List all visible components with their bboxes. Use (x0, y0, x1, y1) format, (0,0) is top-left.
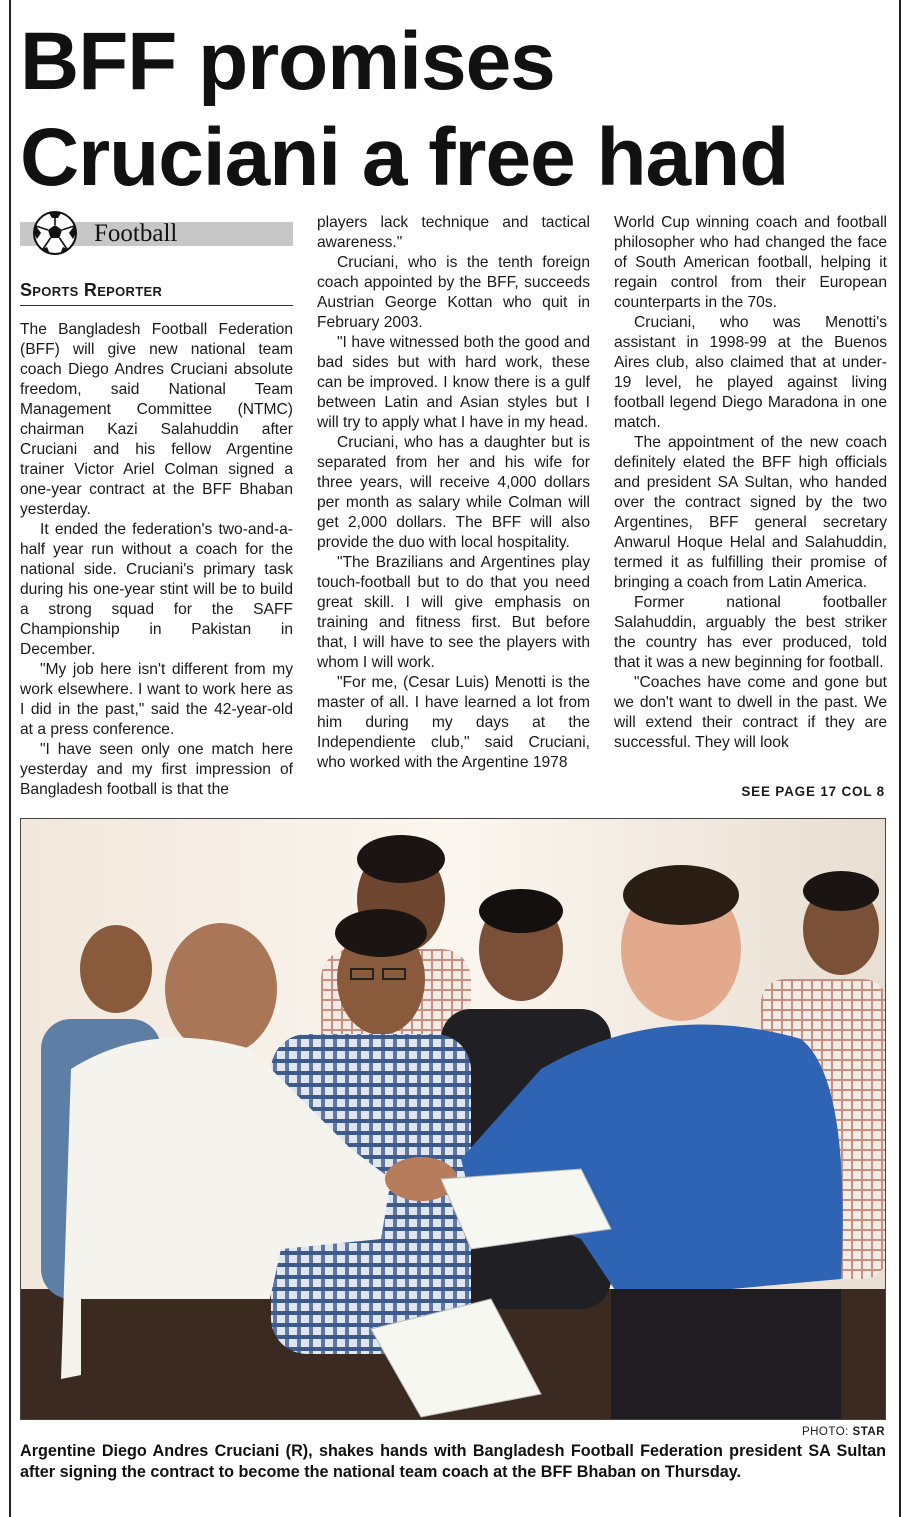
section-kicker (20, 208, 293, 252)
news-photo (20, 818, 886, 1420)
paragraph: Cruciani, who is the tenth foreign coach appointed by the BFF, succeeds Austrian George Kottan who quit in February 2003. (317, 254, 590, 331)
paragraph: Cruciani, who has a daughter but is separated from her and his wife for three years, will receive 4,000 dollars per month as salary while Colman will get 2,000 dollars. The BFF will also provide the duo with local hospitality. (317, 434, 590, 551)
credit-source: STAR (852, 1426, 885, 1438)
football-icon (32, 210, 78, 256)
paragraph: Cruciani, who was Menotti's assistant in 1998-99 at the Buenos Aires club, also claimed that at under-19 level, he played against living football legend Diego Maradona in one match. (614, 314, 887, 431)
photo-credit (802, 1426, 885, 1438)
left-column-rule (9, 0, 11, 1517)
right-column-rule (899, 0, 901, 1517)
paragraph: "My job here isn't different from my work elsewhere. I want to work here as I did in the past," said the 42-year-old at a press conference. (20, 661, 293, 738)
photo-illustration (21, 819, 886, 1420)
paragraph: "For me, (Cesar Luis) Menotti is the master of all. I have learned a lot from him during my days at the Independiente club," said Cruciani, who worked with the Argentine 1978 (317, 674, 590, 771)
paragraph: "I have seen only one match here yesterday and my first impression of Bangladesh football is that the (20, 741, 293, 798)
article-column-2 (317, 213, 590, 773)
paragraph: "Coaches have come and gone but we don't want to dwell in the past. We will extend their contract if they are successful. They will look (614, 674, 887, 751)
jump-line: SEE PAGE 17 COL 8 (741, 784, 885, 799)
paragraph: "I have witnessed both the good and bad sides but with hard work, these can be improved. I know there is a gulf between Latin and Asian styles but I will try to apply what I have in my head. (317, 334, 590, 431)
paragraph: players lack technique and tactical awareness." (317, 214, 590, 251)
paragraph: The appointment of the new coach definitely elated the BFF high officials and president SA Sultan, who handed over the contract signed by the two Argentines, BFF general secretary Anwarul Hoque Helal and Salahuddin, termed it as fulfilling their promise of bringing a coach from Latin America. (614, 434, 887, 591)
paragraph: It ended the federation's two-and-a-half year run without a coach for the national side. Cruciani's primary task during his one-year stint will be to build a strong squad for the SAFF Championship in Pakistan in December. (20, 521, 293, 658)
headline: BFF promises Cruciani a free hand (20, 16, 789, 203)
paragraph: The Bangladesh Football Federation (BFF) will give new national team coach Diego Andres Cruciani absolute freedom, said National Team Management Committee (NTMC) chairman Kazi Salahuddin after Cruciani and his fellow Argentine trainer Victor Ariel Colman signed a one-year contract at the BFF Bhaban yesterday. (20, 321, 293, 518)
credit-label: PHOTO: (801, 1426, 849, 1438)
article-column-3 (614, 213, 887, 753)
paragraph: World Cup winning coach and football philosopher who had changed the face of South American football, helping it regain control from their European counterparts in the 70s. (614, 214, 887, 311)
section-label: Football (94, 220, 178, 247)
paragraph: Former national footballer Salahuddin, arguably the best striker the country has ever produced, told that it was a new beginning for football. (614, 594, 887, 671)
article-column-1 (20, 320, 293, 800)
byline: Sports Reporter (20, 280, 293, 306)
photo-caption: Argentine Diego Andres Cruciani (R), shakes hands with Bangladesh Football Federation president SA Sultan after signing the contract to become the national team coach at the BFF Bhaban on Thursday. (20, 1442, 886, 1481)
paragraph: "The Brazilians and Argentines play touch-football but to do that you need great skill. I will give emphasis on training and fitness first. But before that, I will have to see the players with whom I will work. (317, 554, 590, 671)
